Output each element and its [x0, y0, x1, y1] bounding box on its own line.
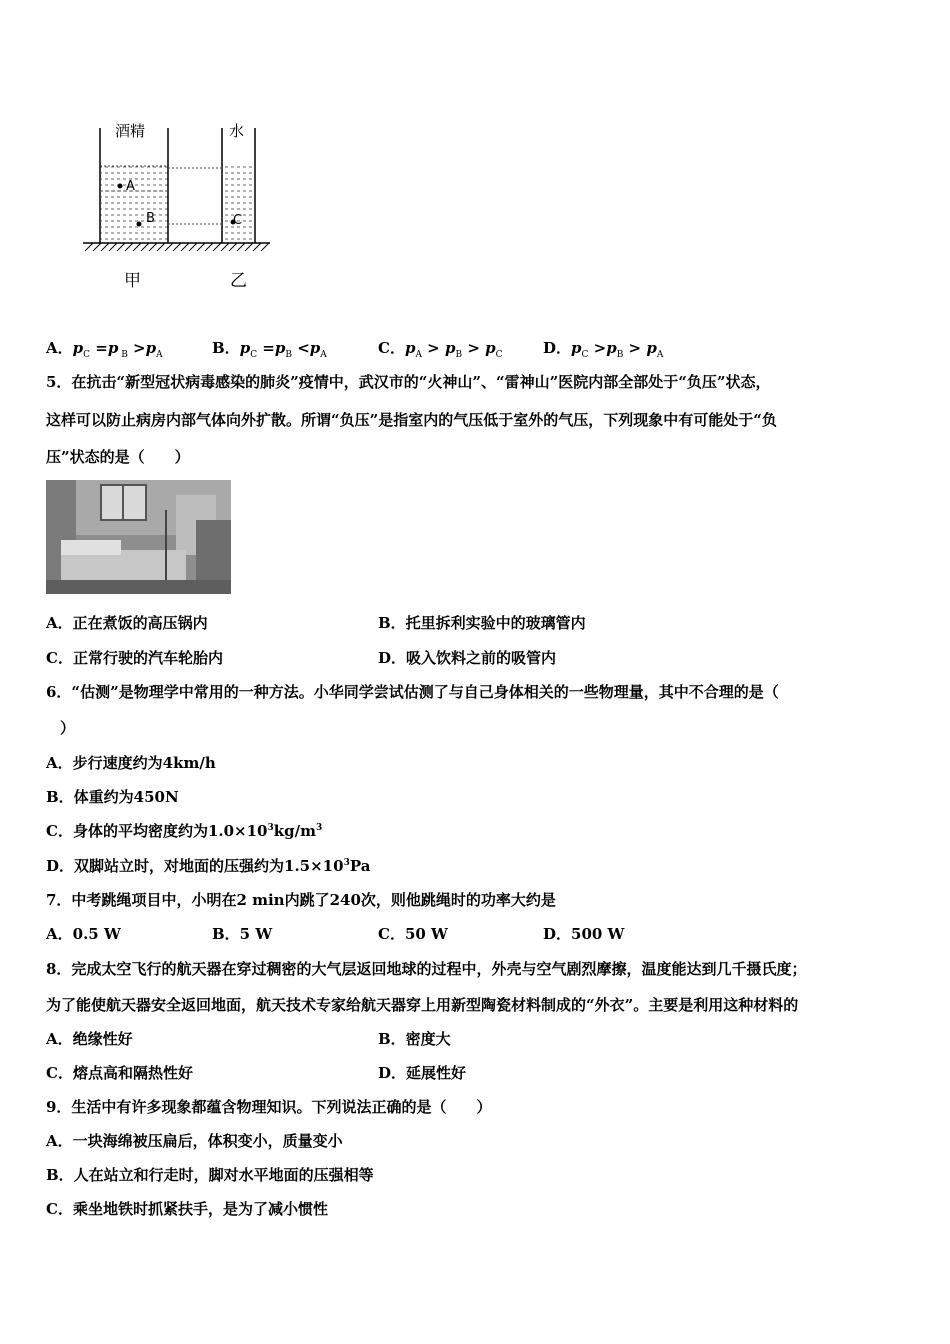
q8-option-c[interactable]: C．熔点高和隔热性好 — [46, 1064, 193, 1082]
q9-option-a[interactable]: A．一块海绵被压扁后，体积变小，质量变小 — [46, 1132, 343, 1150]
p-symbol: p — [309, 339, 321, 357]
q9-stem: 9．生活中有许多现象都蕴含物理知识。下列说法正确的是（ ） — [46, 1098, 492, 1116]
q5-option-d[interactable]: D．吸入饮料之前的吸管内 — [378, 649, 557, 667]
subscript: B — [285, 350, 292, 360]
subscript: C — [581, 350, 589, 360]
q4-option-b[interactable] — [212, 337, 327, 360]
subscript: B — [455, 350, 463, 360]
relation: = — [257, 339, 275, 357]
p-symbol: p — [239, 339, 251, 357]
subscript: A — [320, 350, 327, 360]
subscript: B — [118, 350, 128, 360]
relation: > — [421, 339, 445, 357]
label-water: 水 — [229, 122, 245, 140]
p-symbol: p — [444, 339, 456, 357]
subscript: A — [656, 350, 664, 360]
q8-stem-line2: 为了能使航天器安全返回地面，航天技术专家给航天器穿上用新型陶瓷材料制成的“外衣”。主要是利用这种材料的 — [46, 996, 799, 1014]
point-c-label: C — [233, 213, 243, 228]
subscript: C — [250, 350, 258, 360]
option-letter: A． — [46, 339, 73, 357]
q5-stem-line3: 压”状态的是（ ） — [46, 448, 190, 466]
option-text: C．身体的平均密度约为1.0×10 — [46, 822, 268, 840]
unit: kg/m — [273, 822, 316, 840]
q4-option-c[interactable] — [378, 337, 503, 360]
point-a-dot — [118, 184, 123, 189]
relation: > — [127, 339, 146, 357]
subscript: B — [616, 350, 624, 360]
p-symbol: p — [571, 339, 582, 357]
q6-stem-line1: 6．“估测”是物理学中常用的一种方法。小华同学尝试估测了与自己身体相关的一些物理量，其中不合理的是（ — [46, 683, 779, 701]
container-diagram — [75, 116, 275, 296]
relation: > — [462, 339, 486, 357]
subscript: C — [495, 350, 503, 360]
relation: > — [588, 339, 607, 357]
q8-stem-line1: 8．完成太空飞行的航天器在穿过稠密的大气层返回地球的过程中，外壳与空气剧烈摩擦，温度能达到几千摄氏度； — [46, 960, 807, 978]
p-symbol: p — [606, 339, 617, 357]
point-b-label: B — [146, 211, 155, 226]
p-symbol: p — [404, 339, 416, 357]
p-symbol: p — [145, 339, 157, 357]
relation: < — [292, 339, 310, 357]
point-b-dot — [137, 222, 142, 227]
option-letter: D． — [543, 339, 572, 357]
label-jia: 甲 — [124, 271, 141, 291]
option-letter: B． — [212, 339, 240, 357]
q4-option-a[interactable] — [46, 337, 163, 360]
label-alcohol: 酒精 — [115, 122, 146, 140]
q5-option-b[interactable]: B．托里拆利实验中的玻璃管内 — [378, 614, 586, 632]
subscript: A — [156, 350, 163, 360]
p-symbol: p — [72, 339, 84, 357]
q6-option-b[interactable]: B．体重约为450N — [46, 788, 179, 806]
q7-option-d[interactable]: D．500 W — [543, 925, 625, 943]
p-symbol: p — [274, 339, 286, 357]
alcohol-liquid — [100, 166, 168, 243]
q5-stem-line2: 这样可以防止病房内部气体向外扩散。所谓“负压”是指室内的气压低于室外的气压，下列现象中有可能处于“负 — [46, 411, 777, 429]
relation: > — [623, 339, 647, 357]
q9-option-c[interactable]: C．乘坐地铁时抓紧扶手，是为了减小惯性 — [46, 1200, 328, 1218]
relation: = — [90, 339, 108, 357]
q5-stem-line1: 5．在抗击“新型冠状病毒感染的肺炎”疫情中，武汉市的“火神山”、“雷神山”医院内部全部处于“负压”状态， — [46, 373, 771, 391]
hospital-ward-photo — [46, 480, 231, 594]
option-text: D．双脚站立时，对地面的压强约为1.5×10 — [46, 857, 344, 875]
point-a-label: A — [126, 179, 135, 194]
q8-option-b[interactable]: B．密度大 — [378, 1030, 451, 1048]
q6-option-c[interactable] — [46, 820, 322, 841]
q5-option-a[interactable]: A．正在煮饭的高压锅内 — [46, 614, 208, 632]
q9-option-b[interactable]: B．人在站立和行走时，脚对水平地面的压强相等 — [46, 1166, 374, 1184]
superscript: 3 — [315, 823, 323, 833]
q7-stem: 7．中考跳绳项目中，小明在2 min内跳了240次，则他跳绳时的功率大约是 — [46, 891, 556, 909]
p-symbol: p — [107, 339, 119, 357]
option-letter: C． — [378, 339, 405, 357]
label-yi: 乙 — [230, 271, 247, 291]
q6-stem-line2: ） — [60, 719, 76, 737]
q8-option-a[interactable]: A．绝缘性好 — [46, 1030, 133, 1048]
q6-option-d[interactable] — [46, 855, 370, 876]
subscript: C — [83, 350, 91, 360]
q5-option-c[interactable]: C．正常行驶的汽车轮胎内 — [46, 649, 223, 667]
subscript: A — [415, 350, 422, 360]
p-symbol: p — [646, 339, 657, 357]
q7-option-a[interactable]: A．0.5 W — [46, 925, 121, 943]
q4-option-d[interactable] — [543, 337, 663, 360]
p-symbol: p — [485, 339, 496, 357]
unit: Pa — [349, 857, 371, 875]
q6-option-a[interactable]: A．步行速度约为4km/h — [46, 754, 216, 772]
superscript: 3 — [267, 823, 274, 833]
q7-option-c[interactable]: C．50 W — [378, 925, 448, 943]
superscript: 3 — [343, 858, 350, 868]
q8-option-d[interactable]: D．延展性好 — [378, 1064, 467, 1082]
q7-option-b[interactable]: B．5 W — [212, 925, 273, 943]
water-liquid — [222, 166, 255, 243]
